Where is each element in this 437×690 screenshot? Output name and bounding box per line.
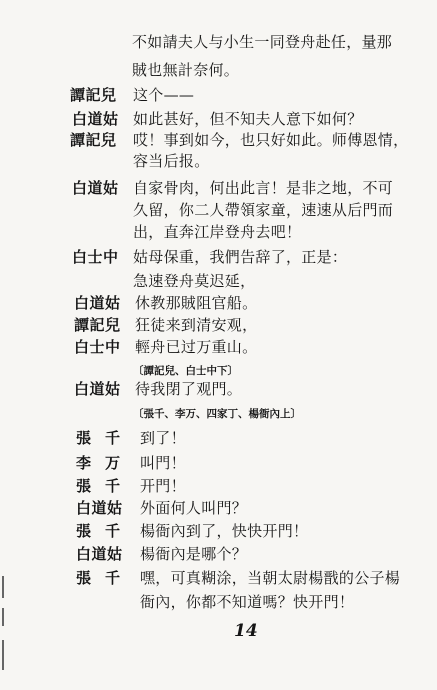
page-number: 14 (234, 621, 258, 641)
dialogue-line: 楊衙內到了，快快开門！ (140, 522, 309, 540)
speaker-name: 張千 (76, 569, 135, 587)
scan-edge-mark (2, 608, 4, 626)
dialogue-line: 狂徒来到清安观， (135, 316, 258, 334)
scan-edge-mark (2, 640, 4, 670)
dialogue-line: 外面何人叫門？ (140, 499, 248, 517)
speaker-name: 白道姑 (76, 499, 123, 517)
dialogue-line: 不如請夫人与小生一同登舟赴任，量那 (132, 33, 393, 51)
dialogue-line: 到了！ (140, 429, 186, 447)
dialogue-line: 哎！事到如今，也只好如此。师傅恩情， (133, 131, 409, 149)
dialogue-line: 这个—— (133, 86, 195, 104)
dialogue-line: 輕舟已过万重山。 (135, 338, 258, 356)
dialogue-line: 出，直奔江岸登舟去吧！ (133, 223, 302, 241)
speaker-name: 張千 (76, 477, 135, 495)
speaker-name: 譚記兒 (70, 131, 117, 149)
speaker-name: 張千 (76, 522, 135, 540)
dialogue-line: 容当后报。 (133, 152, 210, 170)
speaker-name: 張千 (76, 429, 135, 447)
dialogue-line: 衙內，你都不知道嗎？快开門！ (140, 593, 355, 611)
speaker-name: 白道姑 (76, 545, 123, 563)
dialogue-line: 急速登舟莫迟延， (133, 272, 256, 290)
speaker-name: 白道姑 (74, 294, 121, 312)
dialogue-line: 休教那賊阻官船。 (135, 294, 258, 312)
speaker-name: 白道姑 (72, 179, 119, 197)
dialogue-line: 賊也無計奈何。 (132, 61, 240, 79)
stage-direction: 〔譚記兒、白士中下〕 (133, 365, 238, 377)
scan-edge-mark (2, 576, 4, 598)
speaker-name: 譚記兒 (70, 86, 117, 104)
dialogue-line: 久留，你二人帶領家童，速速从后門而 (133, 201, 394, 219)
dialogue-line: 自家骨肉，何出此言！是非之地，不可 (133, 179, 394, 197)
dialogue-line: 如此甚好，但不知夫人意下如何？ (133, 110, 363, 128)
dialogue-line: 姑母保重，我們告辞了，正是： (133, 248, 348, 266)
speaker-name: 李万 (76, 454, 135, 472)
stage-direction: 〔張千、李万、四家丁、楊衙內上〕 (133, 408, 301, 420)
dialogue-line: 嘿，可真糊涂，当朝太尉楊戬的公子楊 (140, 569, 401, 587)
speaker-name: 譚記兒 (74, 316, 121, 334)
speaker-name: 白士中 (72, 248, 119, 266)
dialogue-line: 待我閉了观門。 (135, 380, 243, 398)
speaker-name: 白道姑 (74, 380, 121, 398)
dialogue-line: 叫門！ (140, 454, 186, 472)
speaker-name: 白士中 (74, 338, 121, 356)
dialogue-line: 楊衙內是哪个？ (140, 545, 248, 563)
dialogue-line: 开門！ (140, 477, 186, 495)
speaker-name: 白道姑 (72, 110, 119, 128)
